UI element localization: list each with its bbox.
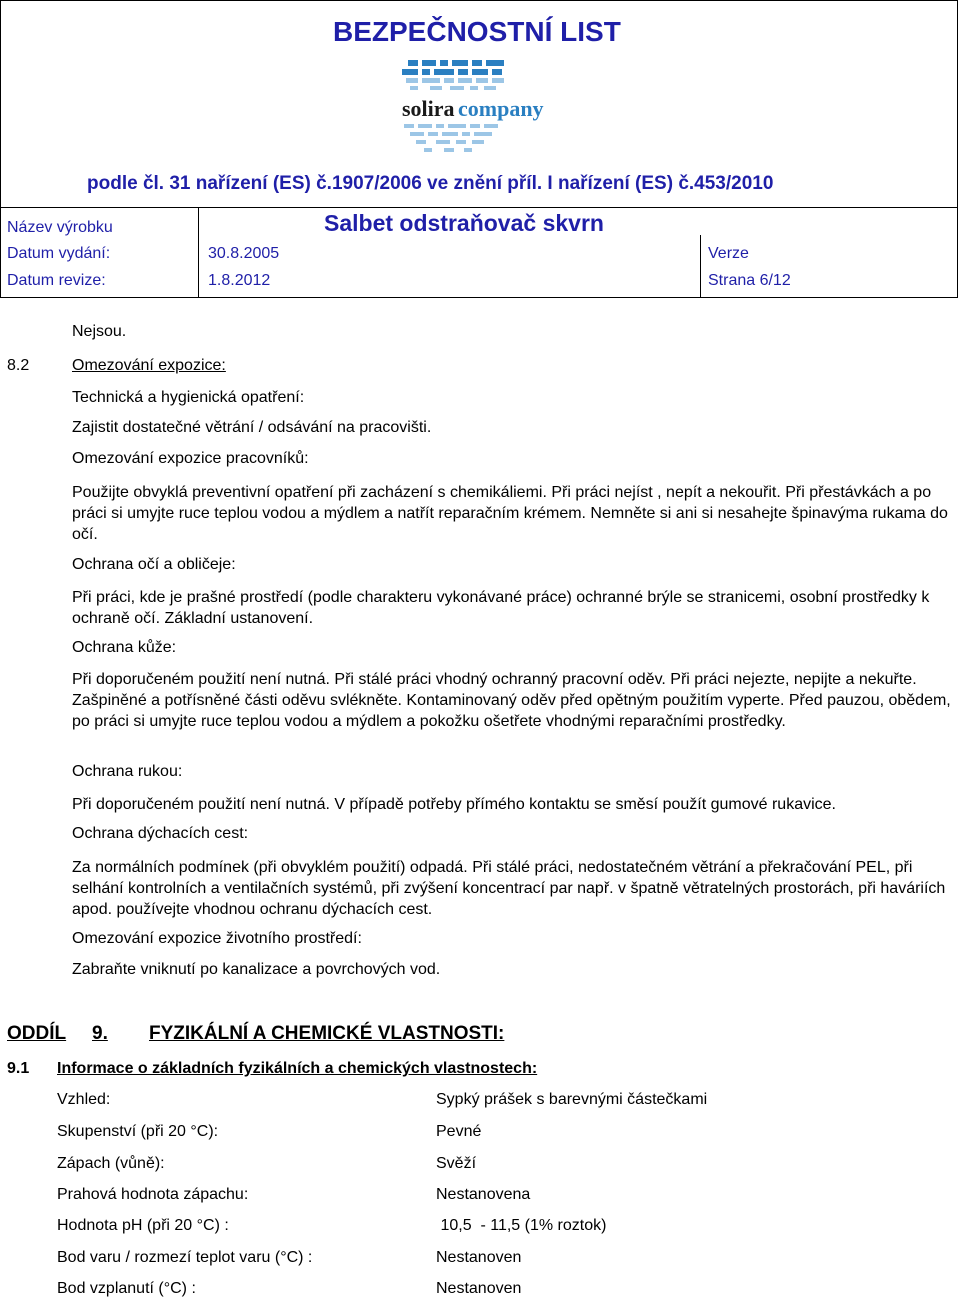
logo-graphic xyxy=(400,58,544,158)
product-name-label: Název výrobku xyxy=(7,219,113,236)
worker-exposure-heading: Omezování expozice pracovníků: xyxy=(72,450,309,467)
respiratory-protection-text: Za normálních podmínek (při obvyklém použití) odpadá. Při stálé práci, nedostatečném větrání a překračování PEL, při selhání kontrolních a ventilačních systémů, při zvýšení koncentrací par např. v špatně větratelných prostorách, při haváriích apod. používejte vhodnou ochranu dýchacích cest. xyxy=(72,859,946,918)
property-value: Svěží xyxy=(436,1155,477,1172)
issue-date-label: Datum vydání: xyxy=(7,245,111,262)
property-label: Bod vzplanutí (°C) : xyxy=(57,1280,196,1297)
issue-date: 30.8.2005 xyxy=(208,245,280,262)
header-column-divider xyxy=(198,207,199,298)
page-number: Strana 6/12 xyxy=(708,272,791,289)
tech-measures-text: Zajistit dostatečné větrání / odsávání na pracovišti. xyxy=(72,419,432,436)
property-label: Zápach (vůně): xyxy=(57,1155,165,1172)
subsection-heading: Informace o základních fyzikálních a chemických vlastnostech: xyxy=(57,1060,538,1077)
property-value: Sypký prášek s barevnými částečkami xyxy=(436,1091,708,1108)
revision-date-label: Datum revize: xyxy=(7,272,106,289)
section-label: ODDÍL xyxy=(7,1023,67,1044)
property-value: 10,5 - 11,5 (1% roztok) xyxy=(436,1217,607,1234)
company-logo xyxy=(400,58,544,158)
property-label: Prahová hodnota zápachu: xyxy=(57,1186,249,1203)
worker-exposure-text: Použijte obvyklá preventivní opatření při zacházení s chemikáliemi. Při práci nejíst , nepít a nekouřit. Při přestávkách a po práci si umyjte ruce teplou vodou a mýdlem a natřít reparačním krémem. Nemněte si ani si nesahejte špinavýma rukama do očí. xyxy=(72,484,948,543)
logo-text-primary: solira xyxy=(402,96,455,121)
logo-text-secondary: company xyxy=(458,96,544,121)
eye-protection-heading: Ochrana očí a obličeje: xyxy=(72,556,236,573)
respiratory-protection-heading: Ochrana dýchacích cest: xyxy=(72,825,249,842)
product-name: Salbet odstraňovač skvrn xyxy=(324,210,604,236)
subsection-number: 8.2 xyxy=(7,357,30,374)
tech-measures-heading: Technická a hygienická opatření: xyxy=(72,389,305,406)
skin-protection-text: Při doporučeném použití není nutná. Při stálé práci vhodný ochranný pracovní oděv. Při práci nejezte, nepijte a nekuřte. Zašpiněné a potřísněné části oděvu svlékněte. Kontaminovaný oděv před opětným použitím vyperte. Před pauzou, obědem, po práci si umyjte ruce teplou vodou a mýdlem a pokožku ošetřete vhodnými reparačními prostředky. xyxy=(72,671,951,730)
section-title: FYZIKÁLNÍ A CHEMICKÉ VLASTNOSTI: xyxy=(149,1023,505,1044)
property-label: Hodnota pH (při 20 °C) : xyxy=(57,1217,229,1234)
hand-protection-text: Při doporučeném použití není nutná. V případě potřeby přímého kontaktu se směsí použít gumové rukavice. xyxy=(72,796,836,813)
eye-protection-text: Při práci, kde je prašné prostředí (podle charakteru vykonávané práce) ochranné brýle se stranicemi, osobní prostředky k ochraně očí. Základní ustanovení. xyxy=(72,589,930,627)
header-column-divider-right xyxy=(700,235,701,298)
document-title: BEZPEČNOSTNÍ LIST xyxy=(333,16,621,47)
property-value: Nestanoven xyxy=(436,1280,522,1297)
property-value: Nestanovena xyxy=(436,1186,531,1203)
section-intro-text: Nejsou. xyxy=(72,323,127,340)
revision-date: 1.8.2012 xyxy=(208,272,271,289)
environment-exposure-heading: Omezování expozice životního prostředí: xyxy=(72,930,362,947)
subsection-heading: Omezování expozice: xyxy=(72,357,226,374)
skin-protection-heading: Ochrana kůže: xyxy=(72,639,177,656)
hand-protection-heading: Ochrana rukou: xyxy=(72,763,183,780)
version-label: Verze xyxy=(708,245,749,262)
regulation-line: podle čl. 31 nařízení (ES) č.1907/2006 ve znění příl. I nařízení (ES) č.453/2010 xyxy=(87,173,774,194)
subsection-number: 9.1 xyxy=(7,1060,30,1077)
property-label: Skupenství (při 20 °C): xyxy=(57,1123,219,1140)
property-label: Bod varu / rozmezí teplot varu (°C) : xyxy=(57,1249,313,1266)
property-value: Nestanoven xyxy=(436,1249,522,1266)
property-value: Pevné xyxy=(436,1123,482,1140)
section-number: 9. xyxy=(92,1023,108,1044)
header-divider xyxy=(0,207,958,208)
environment-exposure-text: Zabraňte vniknutí po kanalizace a povrchových vod. xyxy=(72,961,441,978)
property-label: Vzhled: xyxy=(57,1091,111,1108)
